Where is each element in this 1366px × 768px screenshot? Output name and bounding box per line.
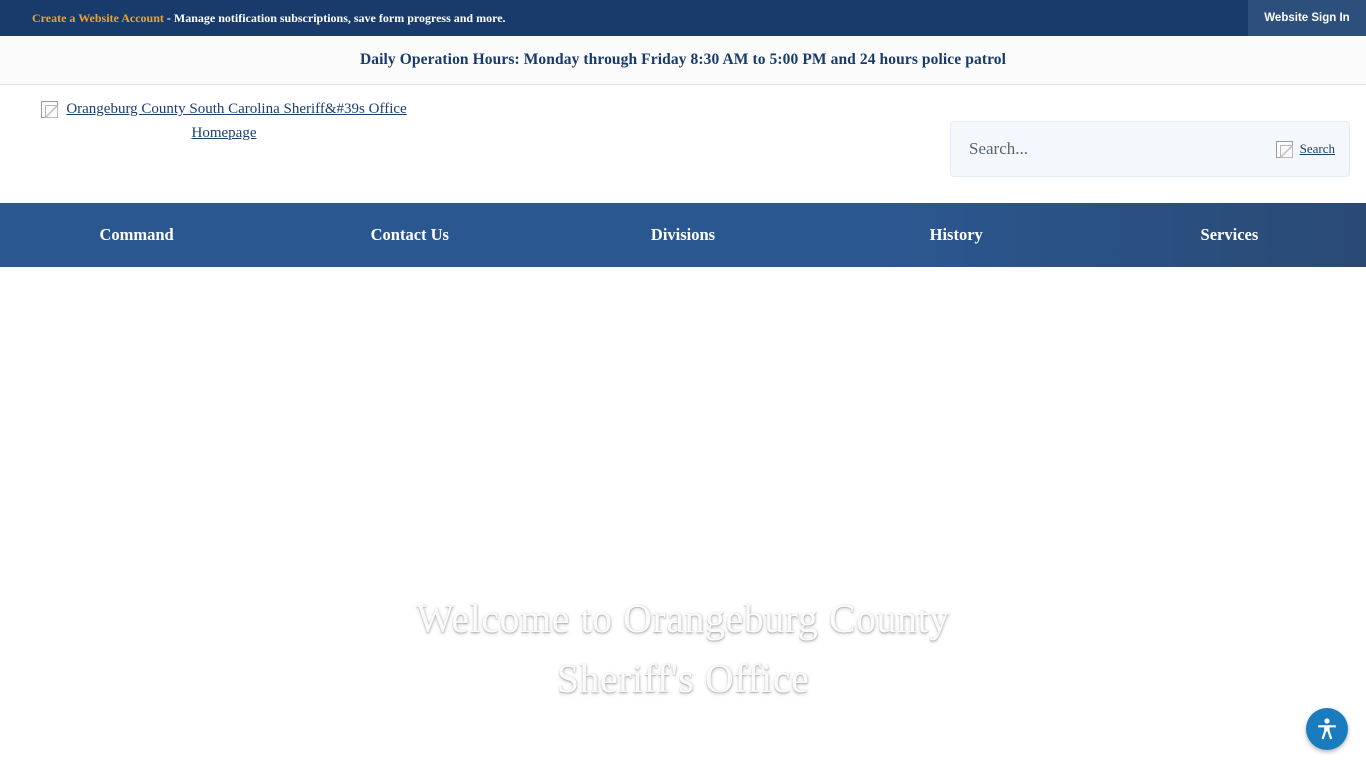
nav-item-services[interactable]: Services — [1200, 225, 1259, 244]
hero-title — [0, 589, 1366, 709]
homepage-logo-link[interactable]: Orangeburg County South Carolina Sheriff&#39s Office Homepage — [66, 101, 407, 141]
nav-item-divisions[interactable]: Divisions — [650, 225, 716, 244]
hero-section — [0, 267, 1366, 768]
site-logo-block[interactable] — [14, 97, 434, 145]
site-header — [0, 85, 1366, 203]
nav-item-contact-us[interactable]: Contact Us — [370, 225, 449, 244]
daily-operation-hours-banner: Daily Operation Hours: Monday through Friday 8:30 AM to 5:00 PM and 24 hours police patrol — [0, 36, 1366, 85]
search-icon-label: Search — [1299, 141, 1335, 156]
nav-item-command[interactable]: Command — [99, 225, 174, 244]
create-account-note: - Manage notification subscriptions, save form progress and more. — [163, 10, 506, 25]
primary-navigation — [0, 203, 1366, 267]
nav-item-history[interactable]: History — [929, 225, 983, 244]
hero-title-line-2: Sheriff's Office — [556, 656, 810, 701]
website-sign-in-button[interactable]: Website Sign In — [1248, 0, 1366, 36]
search-broken-image-icon — [1276, 141, 1293, 158]
search-icon[interactable] — [1276, 141, 1335, 158]
hero-title-line-1: Welcome to Orangeburg County — [416, 596, 950, 641]
search-input[interactable] — [951, 138, 1276, 160]
search-box[interactable] — [950, 121, 1350, 177]
accessibility-icon[interactable] — [1306, 708, 1348, 750]
create-website-account-link[interactable]: Create a Website Account — [32, 10, 164, 25]
top-utility-bar — [0, 0, 1366, 36]
create-account-notice — [32, 11, 506, 26]
broken-image-icon — [41, 101, 58, 118]
